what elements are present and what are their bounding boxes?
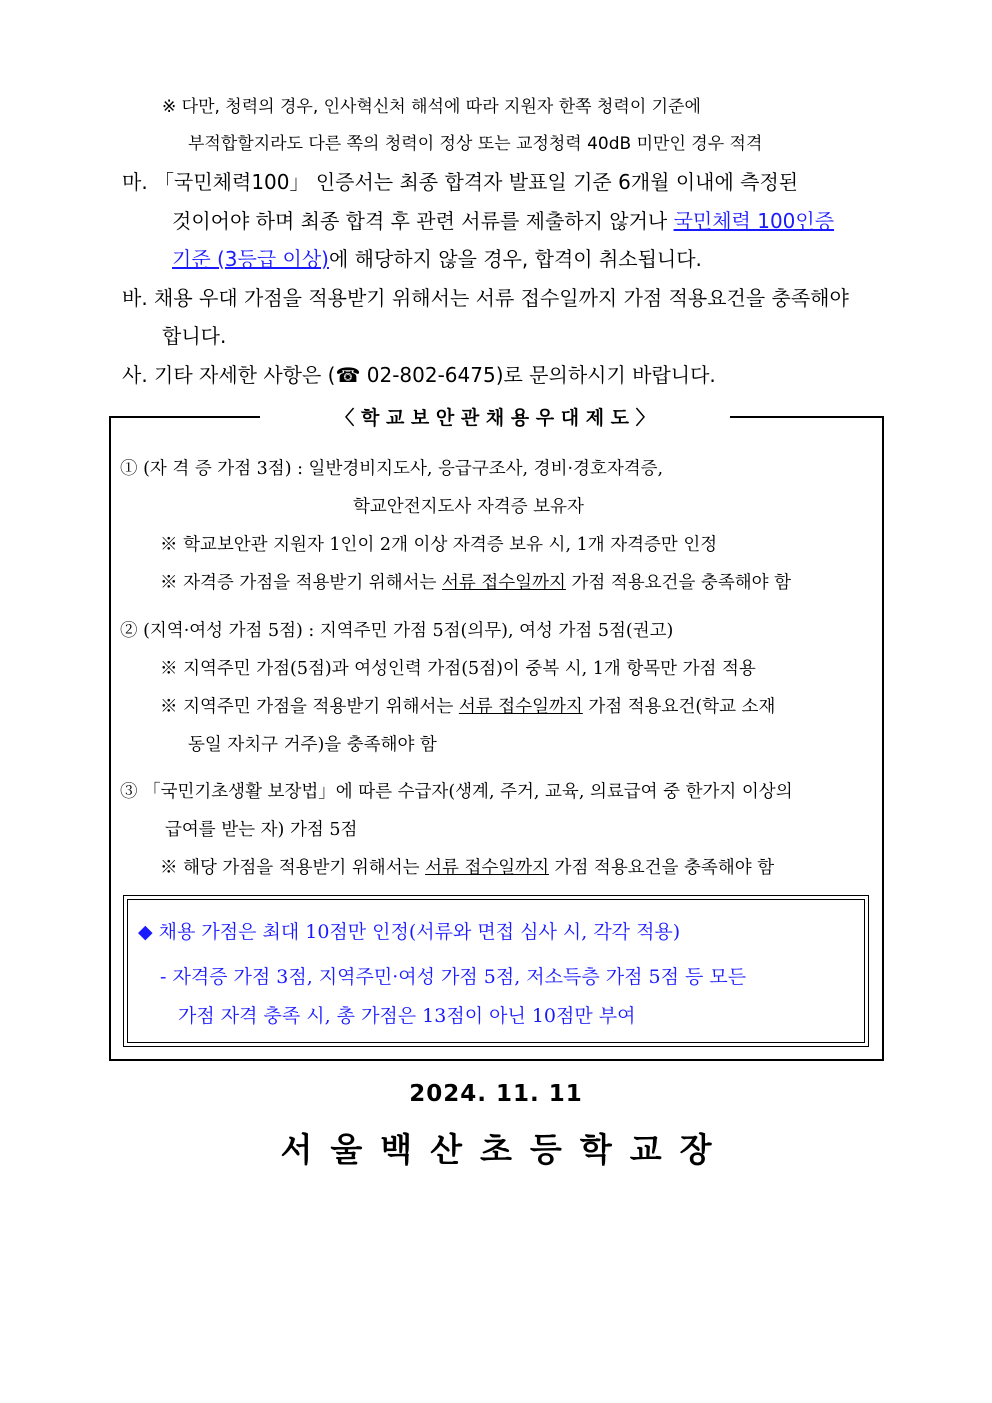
section-3-line1: ③ 「국민기초생활 보장법」에 따른 수급자(생계, 주거, 교육, 의료급여 중 한가지 이상의 bbox=[120, 782, 793, 802]
item-ba-line2: 합니다. bbox=[162, 324, 227, 348]
deadline-underline: 서류 접수일까지 bbox=[441, 573, 566, 593]
highlight-line3: 가점 자격 충족 시, 총 가점은 13점이 아닌 10점만 부여 bbox=[178, 1005, 636, 1027]
section-1-note1: ※ 학교보안관 지원자 1인이 2개 이상 자격증 보유 시, 1개 자격증만 인정 bbox=[160, 535, 718, 555]
item-ma-line3 bbox=[172, 243, 702, 272]
item-ma-line2 bbox=[172, 205, 834, 234]
section-2-note2 bbox=[160, 693, 775, 718]
note-text: 가점 적용요건을 충족해야 함 bbox=[548, 858, 775, 878]
section-3-note bbox=[160, 854, 774, 879]
note-line: ※ 다만, 청력의 경우, 인사혁신처 해석에 따라 지원자 한쪽 청력이 기준에 bbox=[162, 97, 701, 117]
fitness-standard-link-cont[interactable]: 기준 (3등급 이상) bbox=[172, 247, 329, 271]
section-2-note1: ※ 지역주민 가점(5점)과 여성인력 가점(5점)이 중복 시, 1개 항목만 가점 적용 bbox=[160, 659, 756, 679]
item-ma-line1: 마. 「국민체력100」 인증서는 최종 합격자 발표일 기준 6개월 이내에 측정된 bbox=[122, 170, 799, 194]
note-line: 부적합할지라도 다른 쪽의 청력이 정상 또는 교정청력 40dB 미만인 경우 적격 bbox=[188, 134, 763, 154]
section-1-line2: 학교안전지도사 자격증 보유자 bbox=[353, 497, 584, 517]
deadline-underline: 서류 접수일까지 bbox=[425, 858, 549, 878]
fitness-standard-link[interactable]: 국민체력 100인증 bbox=[673, 209, 835, 233]
note-text: ※ 지역주민 가점을 적용받기 위해서는 bbox=[160, 697, 459, 717]
section-1-note2 bbox=[160, 569, 791, 594]
item-ma-text: 것이어야 하며 최종 합격 후 관련 서류를 제출하지 않거나 bbox=[172, 209, 674, 233]
section-2-note2-line2: 동일 자치구 거주)을 충족해야 함 bbox=[188, 735, 437, 755]
deadline-underline: 서류 접수일까지 bbox=[458, 697, 583, 717]
issuer-signature: 서울백산초등학교장 bbox=[280, 1130, 730, 1169]
document-date: 2024. 11. 11 bbox=[409, 1081, 583, 1107]
note-text: ※ 해당 가점을 적용받기 위해서는 bbox=[160, 858, 426, 878]
note-text: 가점 적용요건(학교 소재 bbox=[582, 697, 776, 717]
note-text: 가점 적용요건을 충족해야 함 bbox=[565, 573, 792, 593]
item-ba-line1: 바. 채용 우대 가점을 적용받기 위해서는 서류 접수일까지 가점 적용요건을 충족해야 bbox=[122, 286, 849, 310]
note-text: ※ 자격증 가점을 적용받기 위해서는 bbox=[160, 573, 442, 593]
section-3-line2: 급여를 받는 자) 가점 5점 bbox=[165, 820, 358, 840]
section-2-line1: ② (지역·여성 가점 5점) : 지역주민 가점 5점(의무), 여성 가점 5점(권고) bbox=[120, 621, 674, 641]
highlight-line2: - 자격증 가점 3점, 지역주민·여성 가점 5점, 저소득층 가점 5점 등 모든 bbox=[160, 966, 747, 988]
section-1-line1: ① (자 격 증 가점 3점) : 일반경비지도사, 응급구조사, 경비·경호자격증, bbox=[120, 459, 664, 479]
box-title: 〈 학 교 보 안 관 채 용 우 대 제 도 〉 bbox=[260, 404, 730, 432]
item-sa-line1: 사. 기타 자세한 사항은 (☎ 02-802-6475)로 문의하시기 바랍니다. bbox=[122, 363, 716, 387]
item-ma-text: 에 해당하지 않을 경우, 합격이 취소됩니다. bbox=[328, 247, 702, 271]
highlight-line1: ◆ 채용 가점은 최대 10점만 인정(서류와 면접 심사 시, 각각 적용) bbox=[138, 921, 681, 943]
